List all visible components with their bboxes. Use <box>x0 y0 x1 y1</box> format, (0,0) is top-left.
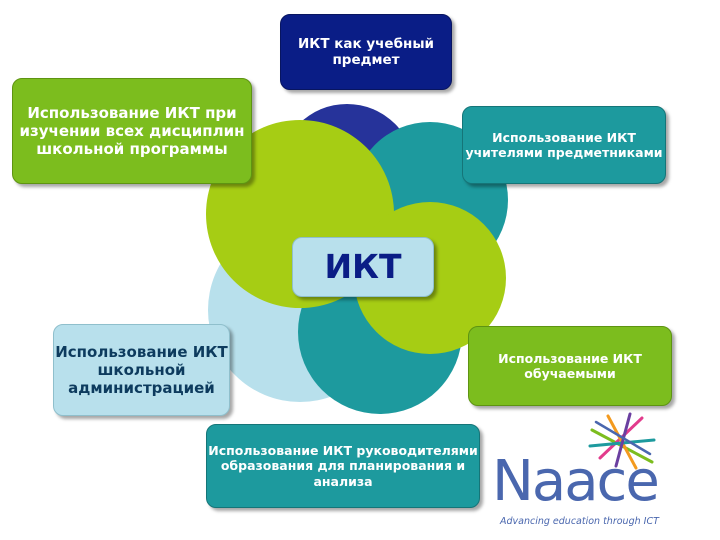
center-ikt-text: ИКТ <box>324 246 402 286</box>
box-students <box>468 326 672 406</box>
box-subject-teachers <box>462 106 666 184</box>
naace-logo-name: Naace <box>492 449 658 514</box>
box-school-administration <box>53 324 230 416</box>
box-subject-teachers-text: Использование ИКТ учителями предметниками <box>465 129 663 160</box>
box-ict-as-subject <box>280 14 452 90</box>
box-ict-as-subject-text: ИКТ как учебный предмет <box>297 35 435 68</box>
box-education-leaders <box>206 424 480 508</box>
center-ikt-label <box>292 237 434 297</box>
box-all-disciplines <box>12 78 252 184</box>
naace-logo-tagline: Advancing education through ICT <box>500 516 659 527</box>
box-all-disciplines-text: Использование ИКТ при изучении всех дисциплин школьной программы <box>19 103 245 159</box>
box-school-administration-text: Использование ИКТ школьной администрацией <box>55 342 228 398</box>
box-education-leaders-text: Использование ИКТ руководителями образования для планирования и анализа <box>208 443 478 489</box>
box-students-text: Использование ИКТ обучаемыми <box>498 350 642 381</box>
naace-logo <box>492 410 714 532</box>
